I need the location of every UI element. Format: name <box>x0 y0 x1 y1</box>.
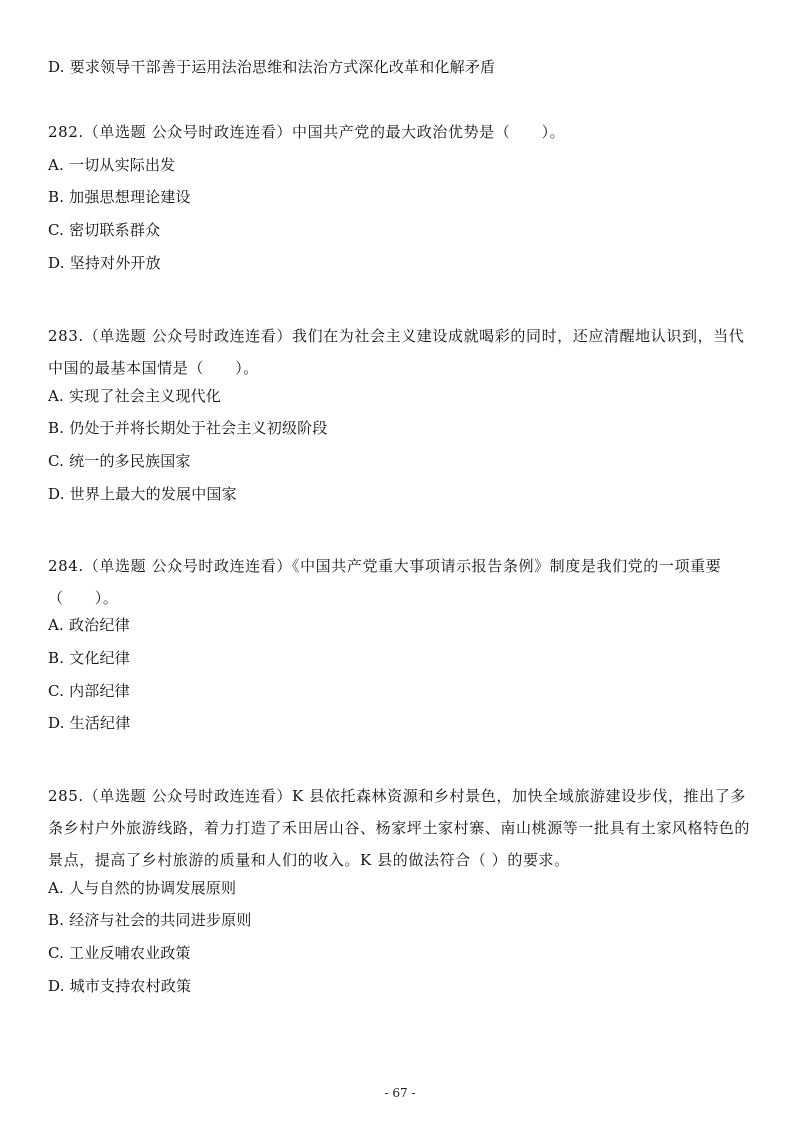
previous-question-option-d: D. 要求领导干部善于运用法治思维和法治方式深化改革和化解矛盾 <box>48 58 496 76</box>
page-number: - 67 - <box>384 1086 416 1100</box>
question-284-option-c: C. 内部纪律 <box>48 682 130 700</box>
question-282-option-a: A. 一切从实际出发 <box>48 156 176 174</box>
question-283-option-d: D. 世界上最大的发展中国家 <box>48 485 237 503</box>
question-285-option-b: B. 经济与社会的共同进步原则 <box>48 911 252 929</box>
question-283-stem: 283.（单选题 公众号时政连连看）我们在为社会主义建设成就喝彩的同时，还应清醒地认识到，当代中国的最基本国情是（ ）。 <box>48 327 745 377</box>
question-284-option-b: B. 文化纪律 <box>48 649 130 667</box>
question-285-option-a: A. 人与自然的协调发展原则 <box>48 879 237 897</box>
question-285-option-d: D. 城市支持农村政策 <box>48 977 192 995</box>
question-282-stem: 282.（单选题 公众号时政连连看）中国共产党的最大政治优势是（ ）。 <box>48 123 566 141</box>
question-282-option-b: B. 加强思想理论建设 <box>48 188 191 206</box>
question-283-option-c: C. 统一的多民族国家 <box>48 452 191 470</box>
question-282-option-d: D. 坚持对外开放 <box>48 254 161 272</box>
question-283-option-a: A. 实现了社会主义现代化 <box>48 387 221 405</box>
question-284-option-d: D. 生活纪律 <box>48 714 131 732</box>
question-283-option-b: B. 仍处于并将长期处于社会主义初级阶段 <box>48 419 328 437</box>
question-285-stem: 285.（单选题 公众号时政连连看）K 县依托森林资源和乡村景色，加快全域旅游建设步伐，推出了多条乡村户外旅游线路，着力打造了禾田居山谷、杨家坪土家村寨、南山桃源等一批具有土家风格特色的景点，提高了乡村旅游的质量和人们的收入。K 县的做法符合（ ）的要求。 <box>48 787 751 869</box>
question-285-option-c: C. 工业反哺农业政策 <box>48 944 191 962</box>
question-282-option-c: C. 密切联系群众 <box>48 221 161 239</box>
question-284-option-a: A. 政治纪律 <box>48 616 130 634</box>
question-284-stem: 284.（单选题 公众号时政连连看）《中国共产党重大事项请示报告条例》制度是我们党的一项重要（ ）。 <box>48 557 722 607</box>
